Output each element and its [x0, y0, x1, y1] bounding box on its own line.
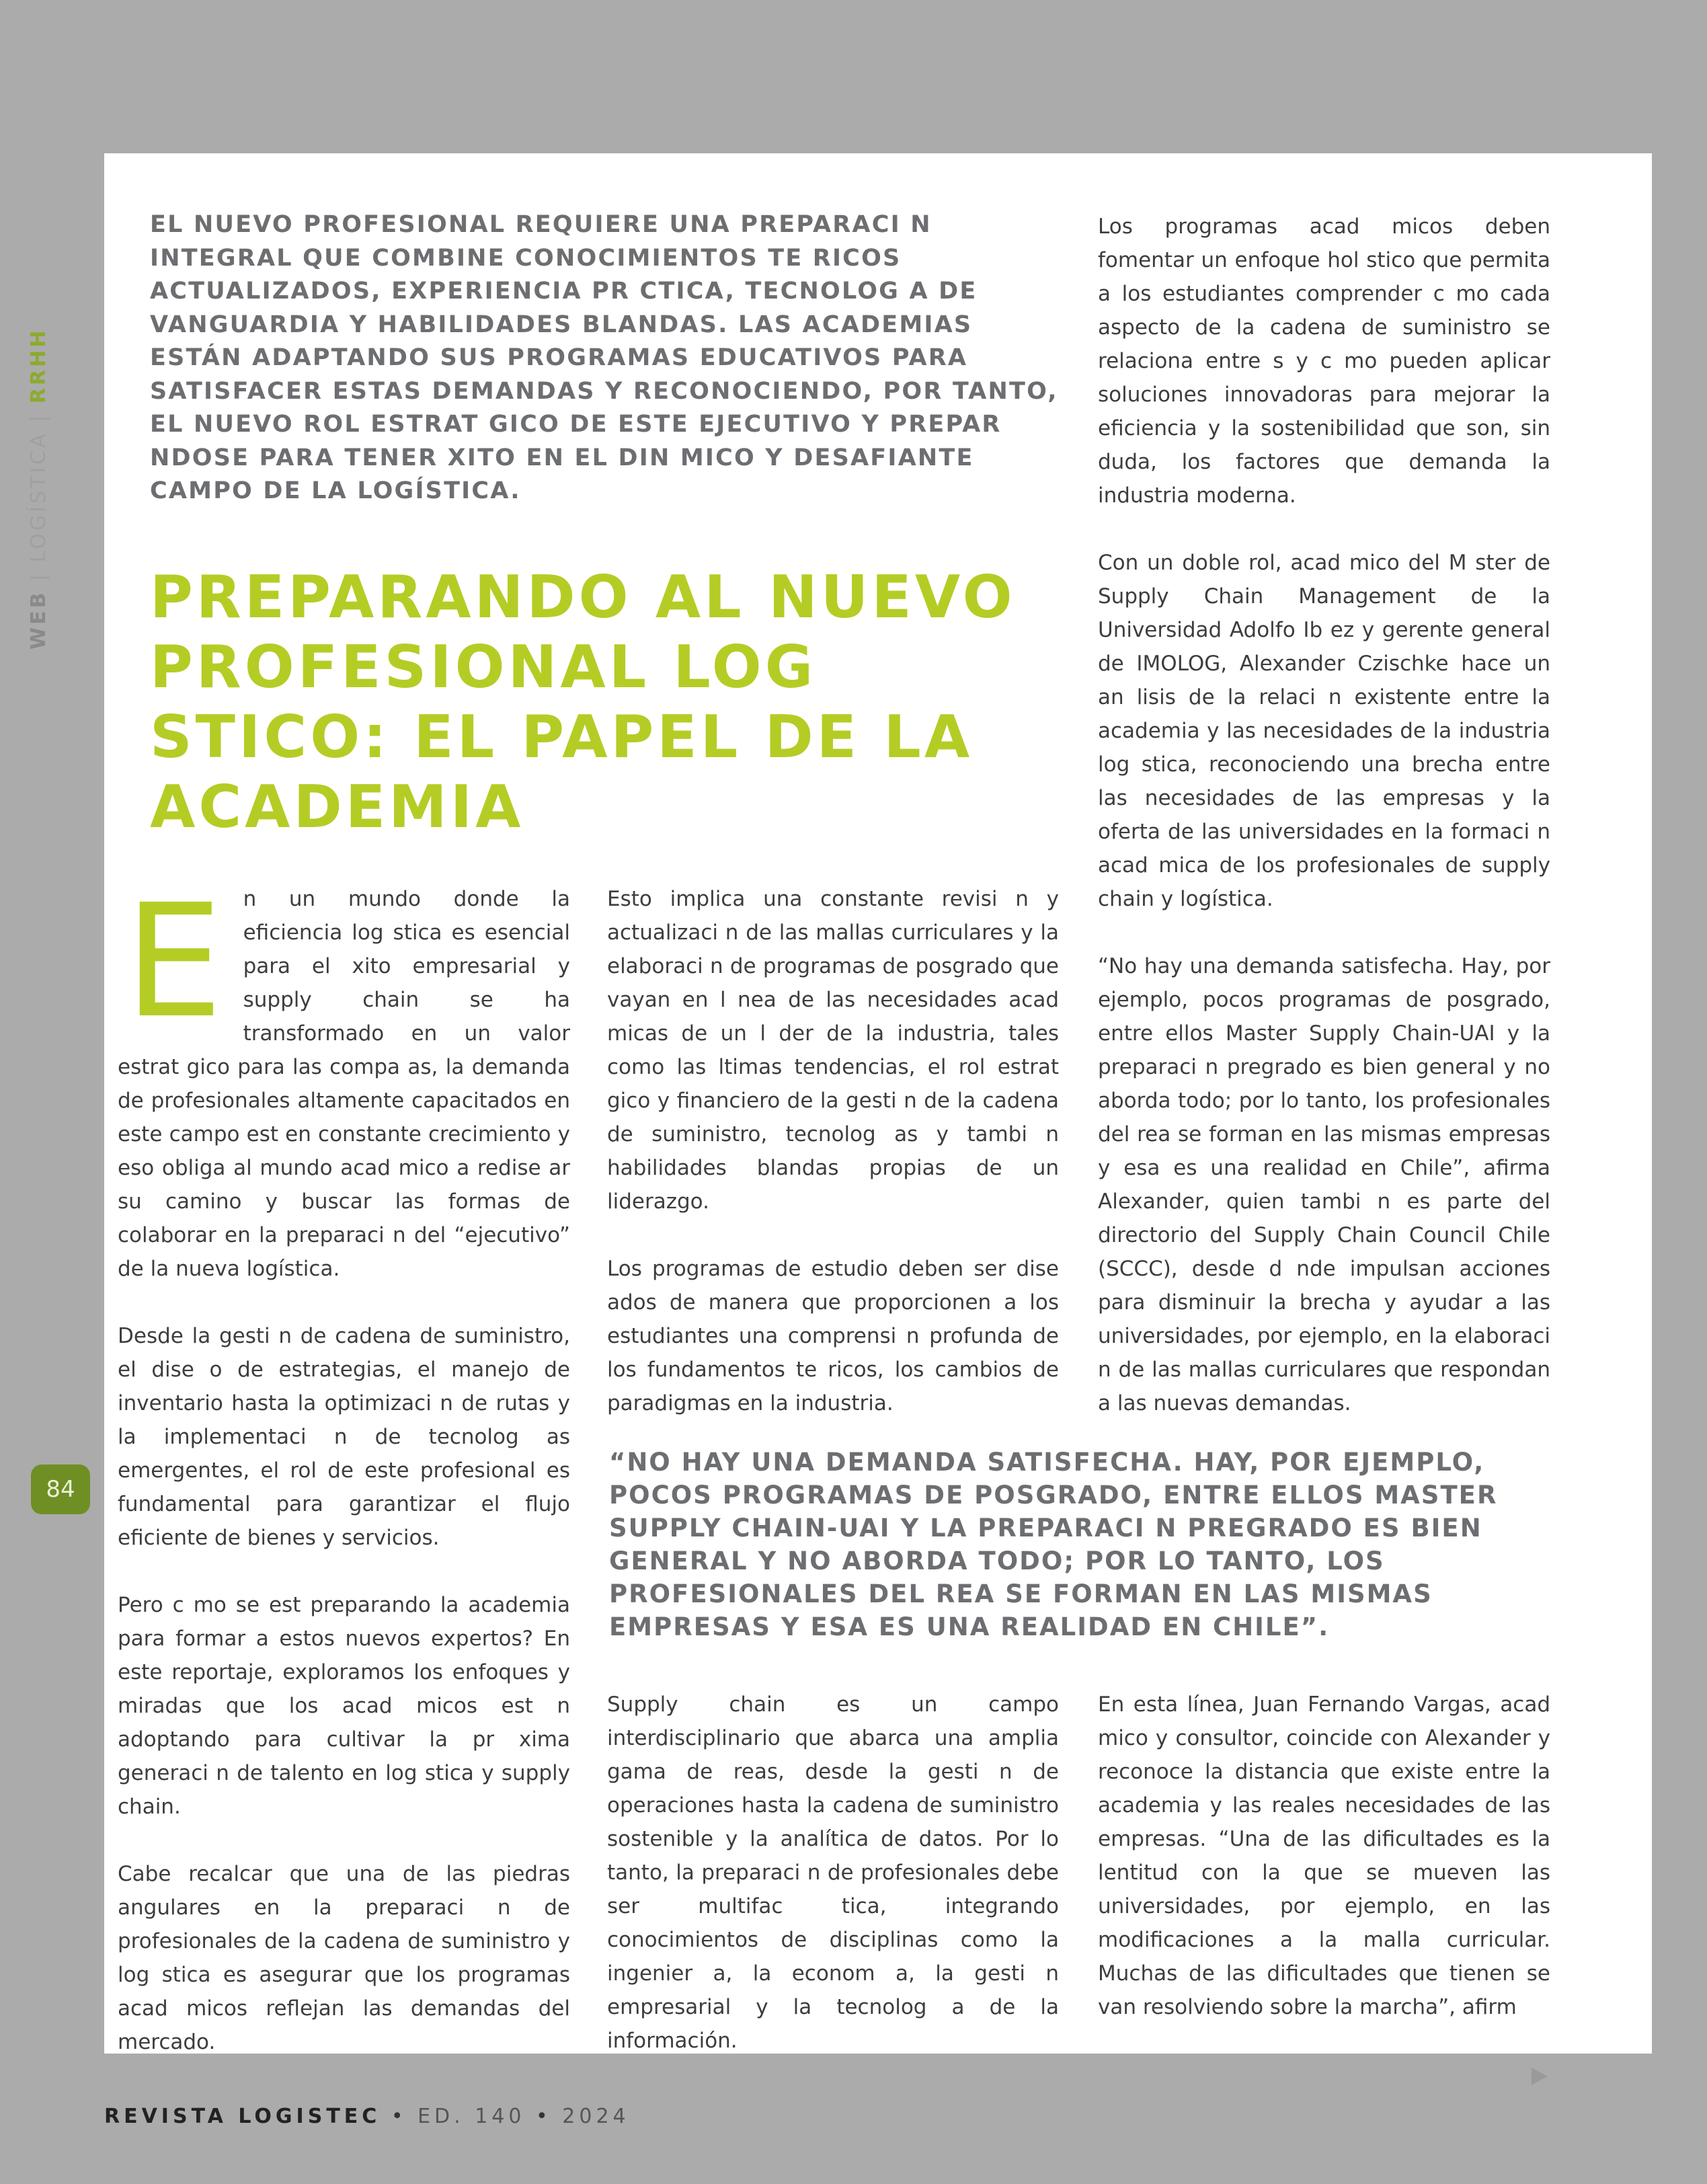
- article-column-1: [118, 871, 570, 2059]
- paragraph-text: n un mundo donde la eficiencia log stica es esencial para el xito empresarial y supply chain se ha transformado en un valor estrat gico para las compa as, la demanda de profesionales altamente capacitados en este campo est en constante crecimiento y eso obliga al mundo acad mico a redise ar su camino y buscar las formas de colaborar en la preparaci n del “ejecutivo” de la nueva logística.: [118, 887, 570, 1281]
- article-headline: PREPARANDO AL NUEVO PROFESIONAL LOG STICO: EL PAPEL DE LA ACADEMIA: [150, 563, 1016, 841]
- page-number-badge: 84: [31, 1465, 90, 1514]
- article-column-3-bottom: [1098, 1688, 1550, 2024]
- article-column-2: [607, 882, 1059, 1420]
- paragraph: Desde la gesti n de cadena de suministro, el dise o de estrategias, el manejo de inventario hasta la optimizaci n de rutas y la implementaci n de tecnolog as emergentes, el rol de este profesional es fundamental para garantizar el flujo eficiente de bienes y servicios.: [118, 1324, 570, 1550]
- paragraph: [118, 871, 570, 1286]
- section-separator: |: [27, 571, 50, 581]
- edition-year: 2024: [562, 2105, 630, 2128]
- edition-number: ED. 140: [418, 2105, 526, 2128]
- magazine-name: REVISTA LOGISTEC: [104, 2105, 381, 2128]
- section-separator-2: |: [27, 412, 50, 422]
- paragraph: Los programas acad micos deben fomentar un enfoque hol stico que permita a los estudiantes comprender c mo cada aspecto de la cadena de suministro se relaciona entre s y c mo pueden aplicar soluciones innovadoras para mejorar la eficiencia y la sostenibilidad que son, sin duda, los factores que demanda la industria moderna.: [1098, 214, 1550, 508]
- paragraph: “No hay una demanda satisfecha. Hay, por ejemplo, pocos programas de posgrado, entre ellos Master Supply Chain-UAI y la preparaci n pregrado es bien general y no aborda todo; por lo tanto, los profesionales del rea se forman en las mismas empresas y esa es una realidad en Chile”, afirma Alexander, quien tambi n es parte del directorio del Supply Chain Council Chile (SCCC), desde d nde impulsan acciones para disminuir la brecha y ayudar a las universidades, por ejemplo, en la elaboraci n de las mallas curriculares que respondan a las nuevas demandas.: [1098, 954, 1550, 1415]
- paragraph: En esta línea, Juan Fernando Vargas, acad mico y consultor, coincide con Alexander y reconoce la distancia que existe entre la academia y las reales necesidades de las empresas. “Una de las dificultades es la lentitud con la que se mueven las universidades, por ejemplo, en las modificaciones a la malla curricular. Muchas de las dificultades que tienen se van resolviendo sobre la marcha”, afirm: [1098, 1692, 1550, 2019]
- play-arrow-icon[interactable]: [1532, 2068, 1548, 2085]
- section-logistica: LOGÍSTICA: [27, 431, 50, 563]
- paragraph: Cabe recalcar que una de las piedras angulares en la preparaci n de profesionales de la cadena de suministro y log stica es asegurar que los programas acad micos reflejan las demandas del mercado.: [118, 1862, 570, 2054]
- footer-bullet-2: •: [536, 2105, 552, 2128]
- footer-bullet: •: [391, 2105, 407, 2128]
- paragraph: Los programas de estudio deben ser dise ados de manera que proporcionen a los estudiantes una comprensi n profunda de los fundamentos te ricos, los cambios de paradigmas en la industria.: [607, 1257, 1059, 1415]
- page-footer: [104, 2105, 630, 2128]
- paragraph: Pero c mo se est preparando la academia para formar a estos nuevos expertos? En este reportaje, exploramos los enfoques y miradas que los acad micos est n adoptando para cultivar la pr xima generaci n de talento en log stica y supply chain.: [118, 1593, 570, 1819]
- article-column-2-bottom: [607, 1688, 1059, 2058]
- intro-lead: EL NUEVO PROFESIONAL REQUIERE UNA PREPARACI N INTEGRAL QUE COMBINE CONOCIMIENTOS TE RICOS ACTUALIZADOS, EXPERIENCIA PR CTICA, TECNOLOG A DE VANGUARDIA Y HABILIDADES BLANDAS. LAS ACADEMIAS ESTÁN ADAPTANDO SUS PROGRAMAS EDUCATIVOS PARA SATISFACER ESTAS DEMANDAS Y RECONOCIENDO, POR TANTO, EL NUEVO ROL ESTRAT GICO DE ESTE EJECUTIVO Y PREPAR NDOSE PARA TENER XITO EN EL DIN MICO Y DESAFIANTE CAMPO DE LA LOGÍSTICA.: [150, 211, 1058, 504]
- paragraph: Con un doble rol, acad mico del M ster de Supply Chain Management de la Universidad Adolfo Ib ez y gerente general de IMOLOG, Alexander Czischke hace un an lisis de la relaci n existente entre la academia y las necesidades de la industria log stica, reconociendo una brecha entre las necesidades de las empresas y la oferta de las universidades en la formaci n acad mica de los profesionales de supply chain y logística.: [1098, 551, 1550, 911]
- article-column-3: [1098, 210, 1550, 1420]
- section-rrhh: RRHH: [27, 327, 50, 404]
- section-label: [27, 328, 50, 650]
- drop-cap: E: [124, 871, 223, 1052]
- paragraph: Esto implica una constante revisi n y actualizaci n de las mallas curriculares y la elaboraci n de programas de posgrado que vayan en l nea de las necesidades acad micas de un l der de la industria, tales como las ltimas tendencias, el rol estrat gico y financiero de la gesti n de la cadena de suministro, tecnolog as y tambi n habilidades blandas propias de un liderazgo.: [607, 887, 1059, 1214]
- section-web: WEB: [27, 590, 50, 650]
- paragraph: Supply chain es un campo interdisciplinario que abarca una amplia gama de reas, desde la gesti n de operaciones hasta la cadena de suministro sostenible y la analítica de datos. Por lo tanto, la preparaci n de profesionales debe ser multifac tica, integrando conocimientos de disciplinas como la ingenier a, la econom a, la gesti n empresarial y la tecnolog a de la información.: [607, 1692, 1059, 2053]
- pull-quote: “NO HAY UNA DEMANDA SATISFECHA. HAY, POR EJEMPLO, POCOS PROGRAMAS DE POSGRADO, ENTRE ELLOS MASTER SUPPLY CHAIN-UAI Y LA PREPARACI N PREGRADO ES BIEN GENERAL Y NO ABORDA TODO; POR LO TANTO, LOS PROFESIONALES DEL REA SE FORMAN EN LAS MISMAS EMPRESAS Y ESA ES UNA REALIDAD EN CHILE”.: [609, 1448, 1498, 1641]
